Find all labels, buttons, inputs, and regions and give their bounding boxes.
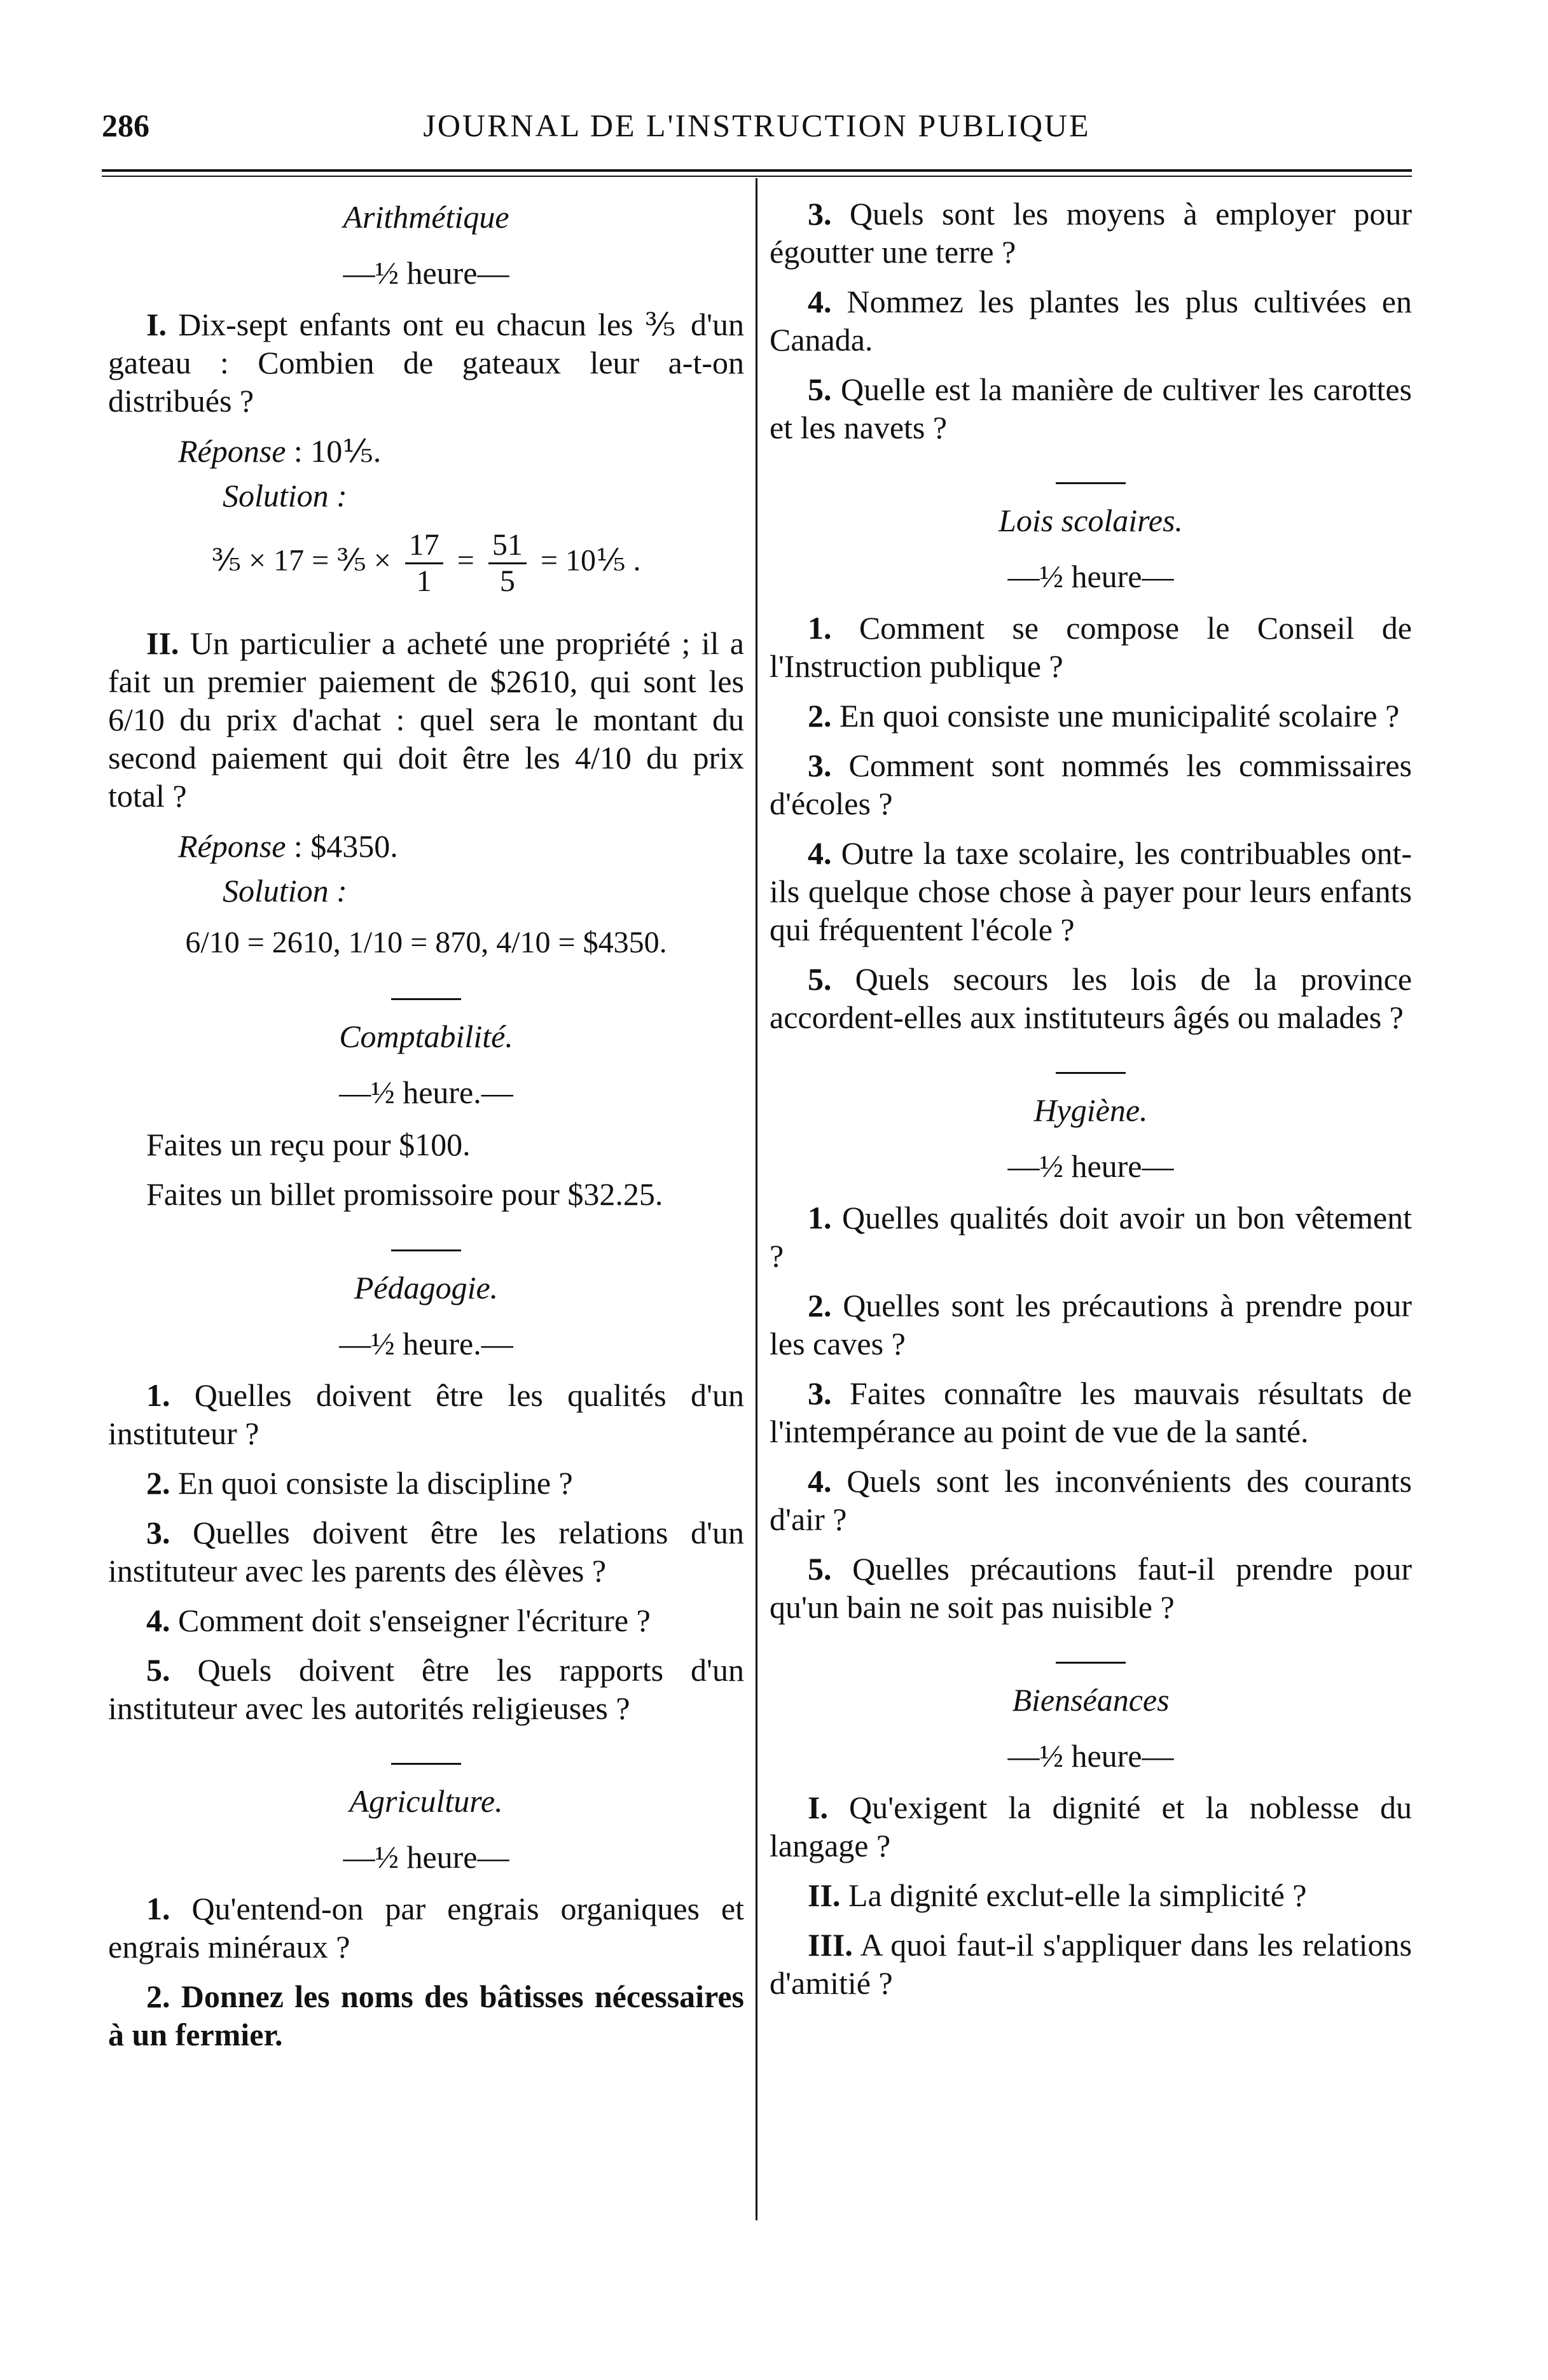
solution-label: Solution :	[223, 873, 347, 908]
question-number: 4.	[808, 835, 832, 871]
section-separator	[1056, 482, 1126, 484]
question	[108, 624, 744, 815]
answer	[108, 826, 744, 866]
question-number: I.	[808, 1790, 828, 1825]
question-text: Faites un reçu pour $100.	[146, 1127, 471, 1162]
question-text: Faites connaître les mauvais résultats de l'intempérance au point de vue de la santé.	[770, 1375, 1412, 1449]
question-text: Nommez les plantes les plus cultivées en Canada.	[770, 284, 1412, 358]
fraction-denominator: 1	[416, 564, 432, 598]
question-number: 4.	[808, 1463, 832, 1499]
question-number: II.	[808, 1877, 841, 1913]
question-text: Un particulier a acheté une propriété ; il a fait un premier paiement de $2610, qui sont les 6/10 du prix d'achat : quel sera le montant du second paiement qui doit être les 4/10 du prix total ?	[108, 625, 745, 814]
question-number: 2.	[146, 1979, 170, 2014]
question	[108, 305, 744, 420]
answer-value: : 10⅕.	[293, 433, 382, 469]
answer-label: Réponse	[178, 828, 286, 864]
question	[108, 1977, 744, 2054]
question-number: III.	[808, 1927, 853, 1963]
question-number: 1.	[146, 1377, 170, 1413]
question-text: Quels secours les lois de la province accordent-elles aux instituteurs âgés ou malades ?	[770, 961, 1413, 1035]
question-text: Quelles sont les précautions à prendre pour les caves ?	[770, 1288, 1413, 1361]
question-number: 3.	[808, 748, 832, 783]
solution-formula	[108, 528, 744, 599]
question-number: II.	[146, 625, 179, 661]
section-duration: —½ heure—	[1007, 1148, 1174, 1184]
question-number: 2.	[146, 1465, 170, 1501]
question-number: 1.	[146, 1891, 170, 1926]
section-duration: —½ heure—	[1007, 559, 1174, 594]
answer	[108, 431, 744, 471]
page-header	[102, 89, 1412, 165]
question-number: 5.	[808, 372, 832, 407]
question-number: 5.	[808, 1551, 832, 1587]
question-number: 4.	[146, 1603, 170, 1638]
question-text: Quelles précautions faut-il prendre pour qu'un bain ne soit pas nuisible ?	[770, 1551, 1412, 1625]
answer-label: Réponse	[178, 433, 286, 469]
question-text: Comment sont nommés les commissaires d'écoles ?	[770, 748, 1413, 821]
question	[770, 609, 1412, 685]
question-number: 4.	[808, 284, 832, 319]
question	[770, 1876, 1412, 1914]
section-title-agriculture: Agriculture.	[349, 1783, 503, 1819]
section-separator	[391, 1763, 461, 1765]
question-text: Quels doivent être les rapports d'un instituteur avec les autorités religieuses ?	[108, 1652, 745, 1726]
question	[770, 960, 1412, 1036]
solution-label: Solution :	[223, 478, 347, 513]
question-number: 3.	[808, 1375, 832, 1411]
question-text: Outre la taxe scolaire, les contribuables ont-ils quelque chose chose à payer pour leurs enfants qui fréquentent l'école ?	[770, 835, 1412, 947]
question-text: Qu'exigent la dignité et la noblesse du langage ?	[770, 1790, 1412, 1863]
section-title-arithmetique: Arithmétique	[343, 199, 509, 235]
fraction	[405, 528, 443, 599]
section-separator	[391, 1249, 461, 1251]
question	[108, 1889, 744, 1966]
question	[770, 746, 1412, 823]
question-text: La dignité exclut-elle la simplicité ?	[848, 1877, 1307, 1913]
question-number: 3.	[808, 196, 832, 232]
question	[770, 1788, 1412, 1865]
question	[770, 1199, 1412, 1275]
question	[108, 1651, 744, 1727]
section-title-bienseances: Bienséances	[1012, 1682, 1170, 1718]
section-title-comptabilite: Comptabilité.	[339, 1019, 513, 1054]
answer-value: : $4350.	[293, 828, 398, 864]
question-number: I.	[146, 307, 167, 342]
column-divider	[756, 178, 757, 2220]
question-text: Quelles doivent être les qualités d'un instituteur ?	[108, 1377, 744, 1451]
question	[108, 1514, 744, 1590]
question-text: Comment se compose le Conseil de l'Instruction publique ?	[770, 610, 1412, 684]
formula-left: ⅗ × 17 = ⅗ ×	[211, 543, 391, 578]
question	[770, 195, 1412, 271]
question	[108, 1464, 744, 1502]
section-duration: —½ heure—	[1007, 1738, 1174, 1774]
fraction-denominator: 5	[499, 564, 515, 598]
section-title-pedagogie: Pédagogie.	[354, 1270, 499, 1305]
section-duration: —½ heure—	[343, 1839, 509, 1875]
section-title-lois-scolaires: Lois scolaires.	[999, 503, 1183, 538]
question-text: Comment doit s'enseigner l'écriture ?	[178, 1603, 651, 1638]
equals-sign: =	[457, 543, 474, 578]
section-separator	[391, 998, 461, 1000]
question	[770, 1550, 1412, 1626]
fraction-numerator: 17	[405, 528, 443, 564]
question-text: Faites un billet promissoire pour $32.25.	[146, 1176, 663, 1212]
section-duration: —½ heure.—	[339, 1075, 513, 1110]
question	[770, 370, 1412, 447]
question-number: 5.	[808, 961, 832, 997]
question-text: Quels sont les inconvénients des courants d'air ?	[770, 1463, 1412, 1537]
question-text: Dix-sept enfants ont eu chacun les ⅗ d'un gateau : Combien de gateaux leur a-t-on distribués ?	[108, 307, 744, 419]
question	[770, 1374, 1412, 1451]
question	[770, 697, 1412, 735]
page-number: 286	[102, 108, 149, 143]
fraction	[488, 528, 527, 599]
fraction-numerator: 51	[488, 528, 527, 564]
question	[770, 1286, 1412, 1363]
header-rule-thin	[102, 176, 1412, 177]
question-number: 2.	[808, 698, 832, 734]
question-number: 3.	[146, 1515, 170, 1550]
header-rule	[102, 169, 1412, 172]
question	[108, 1376, 744, 1452]
question-text: En quoi consiste la discipline ?	[178, 1465, 573, 1501]
section-duration: —½ heure—	[343, 255, 509, 291]
question-text: Quelles doivent être les relations d'un instituteur avec les parents des élèves ?	[108, 1515, 745, 1589]
formula-right: = 10⅕ .	[540, 543, 641, 578]
left-column	[108, 191, 744, 2303]
question-text: En quoi consiste une municipalité scolaire ?	[840, 698, 1400, 734]
question	[770, 1926, 1412, 2002]
question-text: Quelle est la manière de cultiver les carottes et les navets ?	[770, 372, 1413, 445]
section-title-hygiene: Hygiène.	[1033, 1092, 1148, 1128]
question-number: 1.	[808, 610, 832, 646]
question	[770, 1462, 1412, 1538]
question-text: A quoi faut-il s'appliquer dans les relations d'amitié ?	[770, 1927, 1412, 2001]
question-text: Qu'entend-on par engrais organiques et engrais minéraux ?	[108, 1891, 744, 1965]
question-text: Quelles qualités doit avoir un bon vêtement ?	[770, 1200, 1412, 1274]
question-number: 2.	[808, 1288, 832, 1323]
section-separator	[1056, 1662, 1126, 1664]
solution-formula: 6/10 = 2610, 1/10 = 870, 4/10 = $4350.	[185, 926, 667, 959]
section-duration: —½ heure.—	[339, 1326, 513, 1361]
question	[770, 834, 1412, 949]
section-separator	[1056, 1072, 1126, 1074]
question	[108, 1601, 744, 1639]
question-number: 1.	[808, 1200, 832, 1235]
question-text: Quels sont les moyens à employer pour égoutter une terre ?	[770, 196, 1413, 270]
question-text: Donnez les noms des bâtisses nécessaires à un fermier.	[108, 1979, 745, 2052]
question	[770, 282, 1412, 359]
question-number: 5.	[146, 1652, 170, 1688]
running-title: JOURNAL DE L'INSTRUCTION PUBLIQUE	[423, 108, 1091, 143]
right-column	[770, 191, 1412, 2303]
